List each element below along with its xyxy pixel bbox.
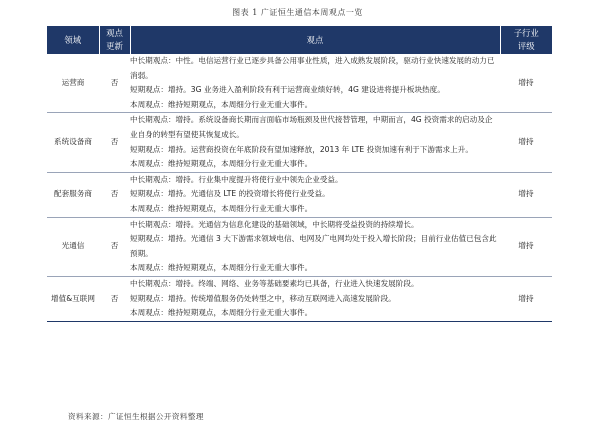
table-row [47, 276, 552, 321]
views-cell [130, 113, 500, 172]
rating-cell: 增持 [500, 54, 552, 113]
view-text: 短期观点：增持。光通信 3 大下游需求领域电信、电网及广电网均处于投入增长阶段；目前行业估值已包含此预期。 [130, 234, 497, 258]
updated-cell: 否 [99, 217, 130, 276]
rating-cell: 增持 [500, 172, 552, 217]
view-text: 短期观点：增持。运营商投资在年底阶段有望加速释放，2013 年 LTE 投资加速有利于下游需求上升。 [130, 144, 473, 154]
table-row [47, 54, 552, 113]
view-text: 短期观点：增持。光通信及 LTE 的投资增长将使行业受益。 [130, 189, 330, 199]
header-line: 更新 [106, 41, 123, 51]
views-table [47, 26, 552, 322]
sector-cell: 系统设备商 [47, 113, 99, 172]
views-table-container [47, 26, 552, 322]
header-line: 观点 [106, 28, 123, 38]
rating-cell: 增持 [500, 113, 552, 172]
view-text: 本周观点：维持短期观点，本周细分行业无重大事件。 [130, 308, 313, 318]
table-row [47, 113, 552, 172]
table-body [47, 54, 552, 321]
updated-cell: 否 [99, 276, 130, 321]
view-text: 本周观点：维持短期观点，本周细分行业无重大事件。 [130, 263, 313, 273]
view-text: 短期观点：增持。3G 业务进入盈利阶段有利于运营商业绩好转，4G 建设进将提升板块热度。 [130, 85, 445, 95]
rating-cell: 增持 [500, 217, 552, 276]
sector-cell: 光通信 [47, 217, 99, 276]
header-line: 评级 [517, 41, 535, 51]
table-row [47, 172, 552, 217]
view-text: 本周观点：维持短期观点，本周细分行业无重大事件。 [130, 159, 313, 169]
header-views: 观点 [130, 26, 500, 54]
view-text: 中长期观点：增持。行业集中度提升将使行业中领先企业受益。 [130, 174, 343, 184]
sector-cell: 运营商 [47, 54, 99, 113]
views-cell [130, 54, 500, 113]
rating-cell: 增持 [500, 276, 552, 321]
figure-title: 图表 1 广证恒生通信本周观点一览 [232, 8, 363, 17]
updated-cell: 否 [99, 172, 130, 217]
view-text: 本周观点：维持短期观点，本周细分行业无重大事件。 [130, 203, 313, 213]
view-text: 短期观点：增持。传统增值服务仍处转型之中，移动互联网进入高速发展阶段。 [130, 293, 396, 303]
view-text: 中长期观点：增持。系统设备商长期而言面临市场瓶颈及世代接替管理，中期而言，4G 投资需求的启动及企业自身的转型有望使其恢复成长。 [130, 115, 493, 139]
views-cell [130, 172, 500, 217]
header-rating [500, 26, 552, 54]
header-updated [99, 26, 130, 54]
view-text: 中长期观点：中性。电信运营行业已逐步具备公用事业性质，进入成熟发展阶段，驱动行业快速发展的动力已消弱。 [130, 56, 495, 80]
updated-cell: 否 [99, 113, 130, 172]
updated-cell: 否 [99, 54, 130, 113]
view-text: 本周观点：维持短期观点，本周细分行业无重大事件。 [130, 99, 313, 109]
views-cell [130, 276, 500, 321]
header-line: 子行业 [513, 28, 539, 38]
sector-cell: 增值&互联网 [47, 276, 99, 321]
view-text: 中长期观点：增持。光通信为信息化建设的基础领域，中长期将受益投资的持续增长。 [130, 219, 419, 229]
table-header-row [47, 26, 552, 54]
view-text: 中长期观点：增持。终端、网络、业务等基础要素均已具备，行业进入快速发展阶段。 [130, 278, 419, 288]
sector-cell: 配套服务商 [47, 172, 99, 217]
views-cell [130, 217, 500, 276]
source-note: 资料来源：广证恒生根据公开资料整理 [68, 412, 204, 421]
table-row [47, 217, 552, 276]
header-sector: 领域 [47, 26, 99, 54]
